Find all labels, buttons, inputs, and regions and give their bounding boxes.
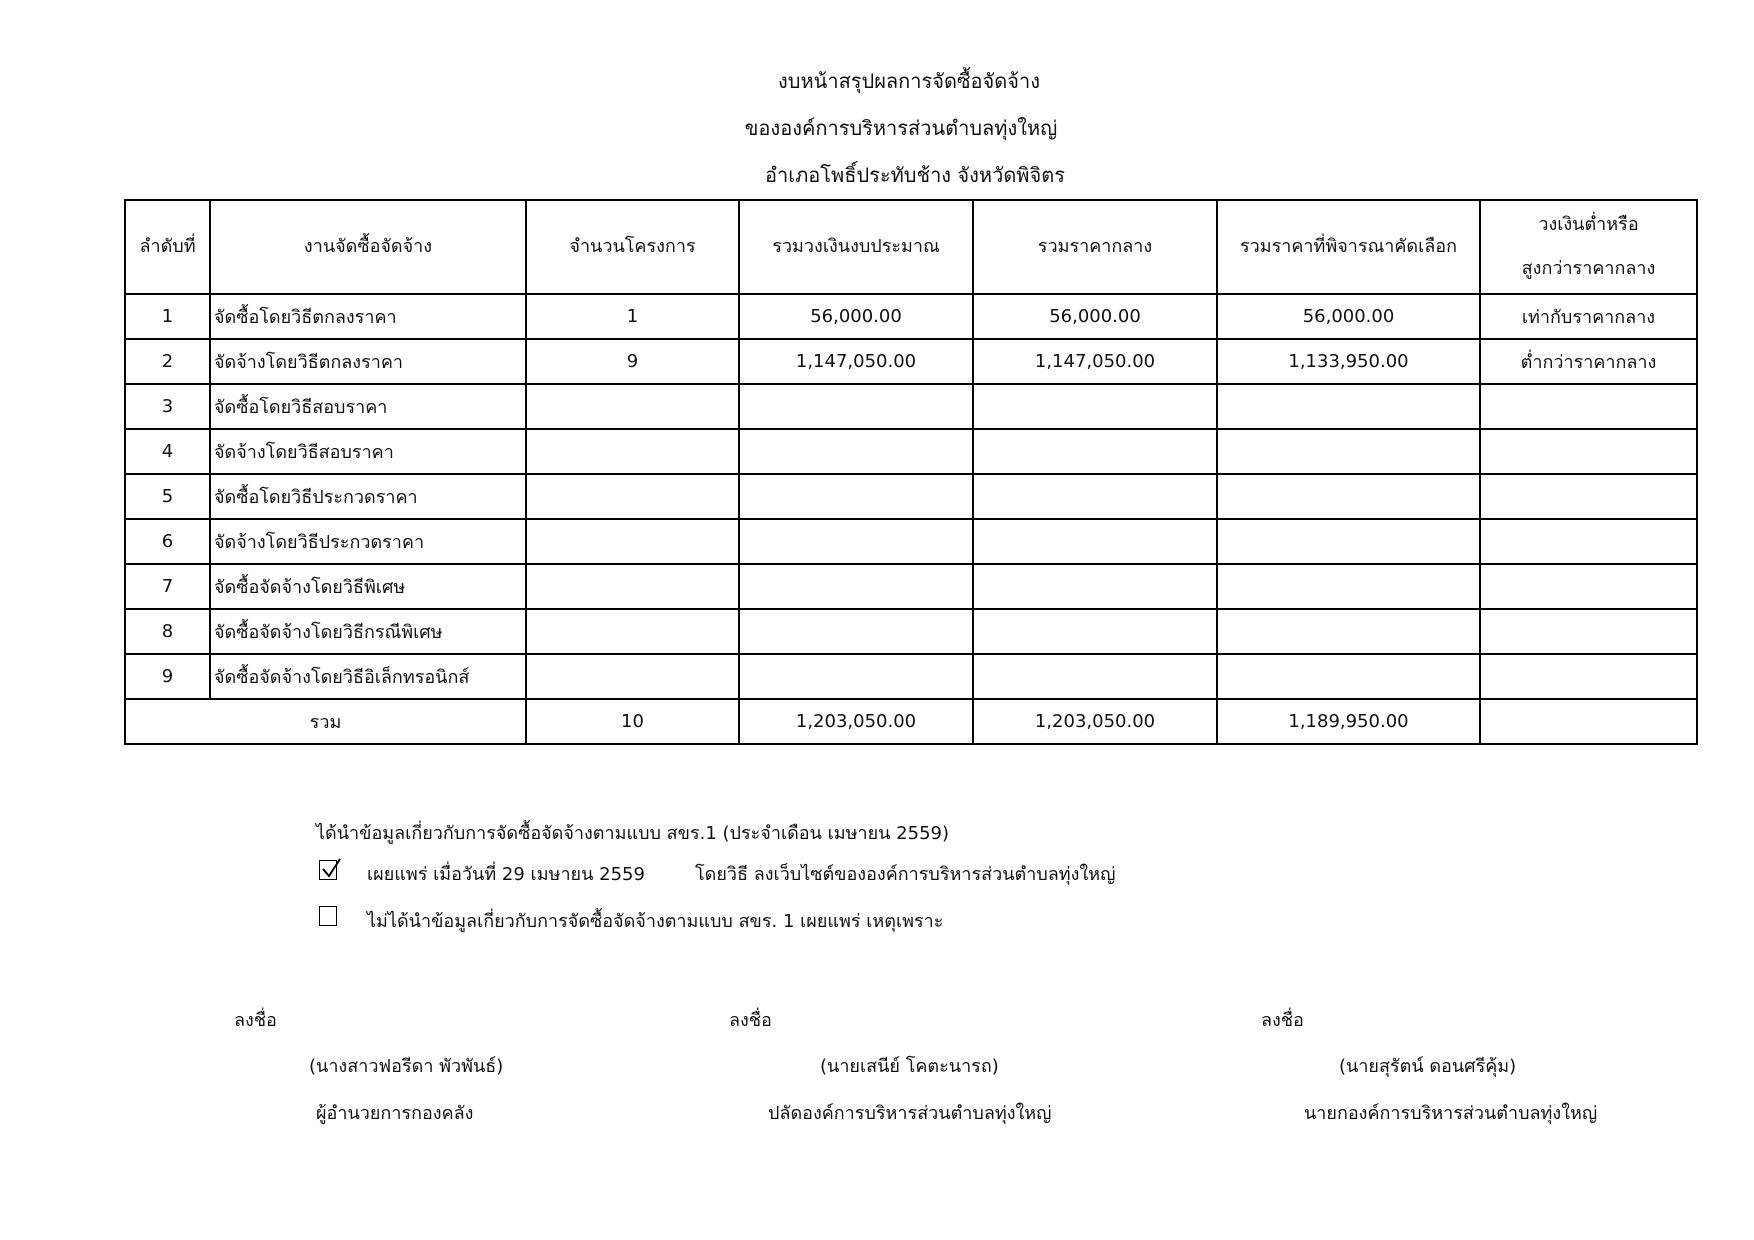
cell-name: จัดซื้อโดยวิธีสอบราคา — [210, 384, 526, 429]
cell-count — [526, 384, 739, 429]
header-compare — [1480, 200, 1697, 294]
table-row — [125, 654, 1697, 699]
cell-compare — [1480, 384, 1697, 429]
cell-median — [973, 564, 1217, 609]
cell-seq: 3 — [125, 384, 210, 429]
header-selected: รวมราคาที่พิจารณาคัดเลือก — [1217, 200, 1480, 294]
cell-budget — [739, 609, 973, 654]
signature-2-name: (นายเสนีย์ โคตะนารถ) — [820, 1056, 999, 1077]
cell-selected — [1217, 384, 1480, 429]
cell-median — [973, 474, 1217, 519]
table-row — [125, 474, 1697, 519]
table-row — [125, 429, 1697, 474]
signature-2-position: ปลัดองค์การบริหารส่วนตำบลทุ่งใหญ่ — [768, 1103, 1052, 1124]
cell-seq: 2 — [125, 339, 210, 384]
cell-budget — [739, 429, 973, 474]
cell-selected: 1,133,950.00 — [1217, 339, 1480, 384]
cell-count — [526, 564, 739, 609]
cell-count — [526, 429, 739, 474]
cell-selected — [1217, 609, 1480, 654]
signature-2-label: ลงชื่อ — [729, 1010, 772, 1031]
not-published-checkbox[interactable] — [319, 906, 337, 926]
cell-budget — [739, 519, 973, 564]
published-date: เผยแพร่ เมื่อวันที่ 29 เมษายน 2559 — [367, 864, 645, 885]
table-row — [125, 564, 1697, 609]
cell-compare — [1480, 429, 1697, 474]
cell-compare — [1480, 654, 1697, 699]
signature-1-label: ลงชื่อ — [234, 1010, 277, 1031]
table-row — [125, 339, 1697, 384]
cell-selected — [1217, 654, 1480, 699]
table-row — [125, 609, 1697, 654]
table-total-row — [125, 699, 1697, 744]
cell-median — [973, 609, 1217, 654]
cell-compare — [1480, 564, 1697, 609]
published-checkbox[interactable] — [319, 860, 337, 880]
cell-compare — [1480, 474, 1697, 519]
cell-name: จัดซื้อโดยวิธีประกวดราคา — [210, 474, 526, 519]
checkmark-icon — [321, 857, 343, 881]
total-selected: 1,189,950.00 — [1217, 699, 1480, 744]
cell-count — [526, 609, 739, 654]
cell-name: จัดจ้างโดยวิธีประกวดราคา — [210, 519, 526, 564]
table-row — [125, 384, 1697, 429]
cell-median — [973, 519, 1217, 564]
header-median: รวมราคากลาง — [973, 200, 1217, 294]
cell-count — [526, 519, 739, 564]
table-row — [125, 519, 1697, 564]
cell-selected — [1217, 429, 1480, 474]
cell-seq: 5 — [125, 474, 210, 519]
cell-count: 9 — [526, 339, 739, 384]
cell-budget: 56,000.00 — [739, 294, 973, 339]
cell-name: จัดซื้อจัดจ้างโดยวิธีอิเล็กทรอนิกส์ — [210, 654, 526, 699]
cell-budget — [739, 564, 973, 609]
cell-budget — [739, 384, 973, 429]
cell-seq: 6 — [125, 519, 210, 564]
cell-name: จัดซื้อจัดจ้างโดยวิธีกรณีพิเศษ — [210, 609, 526, 654]
cell-median: 1,147,050.00 — [973, 339, 1217, 384]
signature-3-label: ลงชื่อ — [1261, 1010, 1304, 1031]
title-line-1: งบหน้าสรุปผลการจัดซื้อจัดจ้าง — [778, 69, 1040, 93]
cell-name: จัดจ้างโดยวิธีสอบราคา — [210, 429, 526, 474]
cell-median: 56,000.00 — [973, 294, 1217, 339]
header-seq: ลำดับที่ — [125, 200, 210, 294]
cell-selected — [1217, 564, 1480, 609]
cell-compare: ต่ำกว่าราคากลาง — [1480, 339, 1697, 384]
published-method: โดยวิธี ลงเว็บไซต์ขององค์การบริหารส่วนตำบลทุ่งใหญ่ — [695, 864, 1116, 885]
header-budget: รวมวงเงินงบประมาณ — [739, 200, 973, 294]
cell-median — [973, 654, 1217, 699]
cell-count — [526, 474, 739, 519]
title-line-2: ขององค์การบริหารส่วนตำบลทุ่งใหญ่ — [744, 116, 1058, 140]
signature-3-name: (นายสุรัตน์ ดอนศรีคุ้ม) — [1339, 1056, 1517, 1077]
cell-count: 1 — [526, 294, 739, 339]
cell-median — [973, 384, 1217, 429]
cell-seq: 4 — [125, 429, 210, 474]
cell-seq: 8 — [125, 609, 210, 654]
cell-budget: 1,147,050.00 — [739, 339, 973, 384]
disclosure-intro: ได้นำข้อมูลเกี่ยวกับการจัดซื้อจัดจ้างตามแบบ สขร.1 (ประจำเดือน เมษายน 2559) — [316, 823, 950, 844]
total-label: รวม — [125, 699, 526, 744]
cell-median — [973, 429, 1217, 474]
cell-budget — [739, 474, 973, 519]
table-header-row — [125, 200, 1697, 294]
cell-name: จัดซื้อโดยวิธีตกลงราคา — [210, 294, 526, 339]
total-compare — [1480, 699, 1697, 744]
total-median: 1,203,050.00 — [973, 699, 1217, 744]
total-count: 10 — [526, 699, 739, 744]
cell-selected: 56,000.00 — [1217, 294, 1480, 339]
cell-count — [526, 654, 739, 699]
header-work: งานจัดซื้อจัดจ้าง — [210, 200, 526, 294]
header-compare-line1: วงเงินต่ำหรือ — [1538, 214, 1639, 235]
procurement-summary-table — [124, 199, 1698, 745]
cell-selected — [1217, 519, 1480, 564]
signature-1-position: ผู้อำนวยการกองคลัง — [316, 1103, 474, 1124]
title-line-3: อำเภอโพธิ์ประทับช้าง จังหวัดพิจิตร — [765, 163, 1065, 187]
header-count: จำนวนโครงการ — [526, 200, 739, 294]
cell-seq: 1 — [125, 294, 210, 339]
not-published-reason: ไม่ได้นำข้อมูลเกี่ยวกับการจัดซื้อจัดจ้างตามแบบ สขร. 1 เผยแพร่ เหตุเพราะ — [367, 911, 944, 932]
header-compare-line2: สูงกว่าราคากลาง — [1521, 258, 1656, 279]
cell-compare — [1480, 519, 1697, 564]
cell-budget — [739, 654, 973, 699]
cell-seq: 7 — [125, 564, 210, 609]
cell-name: จัดซื้อจัดจ้างโดยวิธีพิเศษ — [210, 564, 526, 609]
cell-seq: 9 — [125, 654, 210, 699]
cell-compare: เท่ากับราคากลาง — [1480, 294, 1697, 339]
total-budget: 1,203,050.00 — [739, 699, 973, 744]
cell-name: จัดจ้างโดยวิธีตกลงราคา — [210, 339, 526, 384]
cell-compare — [1480, 609, 1697, 654]
cell-selected — [1217, 474, 1480, 519]
signature-3-position: นายกองค์การบริหารส่วนตำบลทุ่งใหญ่ — [1304, 1103, 1598, 1124]
signature-1-name: (นางสาวฟอรีดา พัวพันธ์) — [309, 1056, 504, 1077]
table-row — [125, 294, 1697, 339]
